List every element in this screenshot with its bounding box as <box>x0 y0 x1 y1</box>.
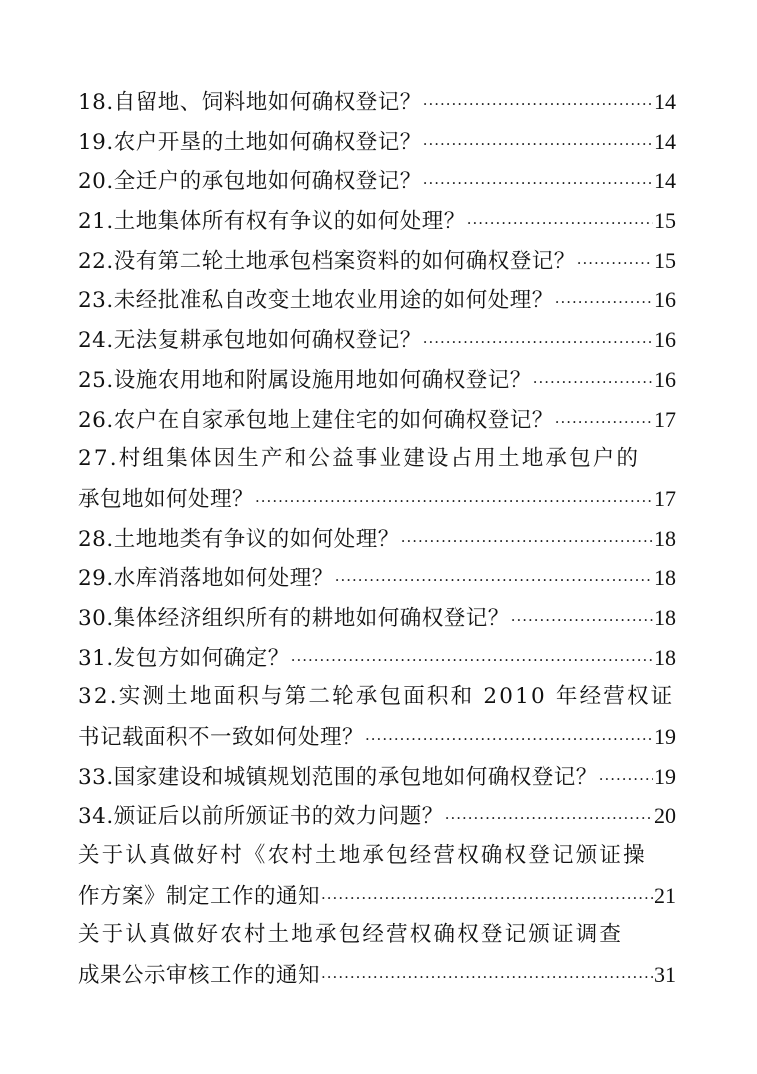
toc-entry-27-line-2[interactable] <box>78 479 676 519</box>
toc-page-number: 18 <box>654 525 676 551</box>
toc-page-number: 16 <box>654 327 676 353</box>
toc-entry-29[interactable] <box>78 558 676 598</box>
toc-entry-28[interactable] <box>78 519 676 559</box>
toc-page-number: 18 <box>654 604 676 630</box>
dot-leader <box>321 958 653 998</box>
toc-entry-title: 关于认真做好农村土地承包经营权确权登记颁证调查 <box>78 922 624 948</box>
toc-entry-title: 20.全迁户的承包地如何确权登记？ <box>78 169 422 195</box>
toc-entry-title-continued: 书记载面积不一致如何处理？ <box>78 725 365 750</box>
toc-page-number: 16 <box>654 287 676 313</box>
toc-entry-22[interactable] <box>78 241 676 281</box>
dot-leader <box>577 244 653 284</box>
dot-leader <box>255 482 653 522</box>
toc-entry-title-continued: 承包地如何处理？ <box>78 486 255 512</box>
toc-entry-title: 31.发包方如何确定？ <box>78 645 290 671</box>
toc-entry-title: 21.土地集体所有权有争议的如何处理？ <box>78 209 466 235</box>
toc-entry-notice-1-line-1[interactable] <box>78 836 676 876</box>
toc-entry-18[interactable] <box>78 82 676 122</box>
toc-page-number: 31 <box>654 962 676 988</box>
toc-page-number: 21 <box>654 882 676 908</box>
toc-entry-32-line-1[interactable] <box>78 677 676 717</box>
toc-entry-34[interactable] <box>78 796 676 836</box>
toc-entry-21[interactable] <box>78 201 676 241</box>
toc-entry-title: 27.村组集体因生产和公益事业建设占用土地承包户的 <box>78 446 641 472</box>
toc-page-number: 14 <box>654 128 676 154</box>
dot-leader <box>511 601 653 641</box>
toc-page-number: 19 <box>654 724 676 749</box>
toc-page-number: 20 <box>654 803 676 829</box>
dot-leader <box>445 799 653 839</box>
toc-page-number: 15 <box>654 208 676 234</box>
toc-entry-title: 30.集体经济组织所有的耕地如何确权登记？ <box>78 605 510 631</box>
dot-leader <box>599 760 653 800</box>
toc-entry-title: 关于认真做好村《农村土地承包经营权确权登记颁证操 <box>78 843 647 869</box>
toc-page-number: 17 <box>654 485 676 511</box>
toc-entry-20[interactable] <box>78 161 676 201</box>
toc-entry-19[interactable] <box>78 122 676 162</box>
dot-leader <box>555 283 653 323</box>
toc-entry-23[interactable] <box>78 280 676 320</box>
toc-page-number: 17 <box>654 406 676 432</box>
toc-entry-notice-1-line-2[interactable] <box>78 876 676 916</box>
toc-entry-title: 22.没有第二轮土地承包档案资料的如何确权登记？ <box>78 248 576 274</box>
toc-entry-title-continued: 成果公示审核工作的通知 <box>78 963 321 989</box>
dot-leader <box>533 363 653 403</box>
dot-leader <box>335 561 653 601</box>
toc-page-number: 14 <box>654 168 676 194</box>
toc-entry-title: 19.农户开垦的土地如何确权登记？ <box>78 129 422 155</box>
toc-page-number: 18 <box>654 565 676 591</box>
dot-leader <box>423 85 653 125</box>
toc-entry-title: 34.颁证后以前所颁证书的效力问题？ <box>78 804 444 830</box>
toc-entry-notice-2-line-1[interactable] <box>78 915 676 955</box>
toc-entry-title: 23.未经批准私自改变土地农业用途的如何处理？ <box>78 288 554 314</box>
toc-entry-title: 32.实测土地面积与第二轮承包面积和 2010 年经营权证 <box>78 684 675 710</box>
toc-page-number: 16 <box>654 366 676 392</box>
toc-entry-33[interactable] <box>78 757 676 797</box>
toc-entry-31[interactable] <box>78 638 676 678</box>
toc-page-number: 14 <box>654 89 676 114</box>
table-of-contents <box>78 82 676 995</box>
toc-entry-title: 24.无法复耕承包地如何确权登记？ <box>78 328 422 354</box>
toc-entry-notice-2-line-2[interactable] <box>78 955 676 995</box>
toc-entry-27-line-1[interactable] <box>78 439 676 479</box>
toc-entry-title: 28.土地地类有争议的如何处理？ <box>78 526 400 552</box>
toc-entry-title: 33.国家建设和城镇规划范围的承包地如何确权登记？ <box>78 764 598 790</box>
toc-entry-26[interactable] <box>78 400 676 440</box>
toc-page-number: 19 <box>654 763 676 789</box>
toc-entry-title: 26.农户在自家承包地上建住宅的如何确权登记？ <box>78 407 554 433</box>
toc-entry-title: 18.自留地、饲料地如何确权登记？ <box>78 90 422 115</box>
dot-leader <box>423 323 653 363</box>
dot-leader <box>401 522 653 562</box>
toc-entry-title: 25.设施农用地和附属设施用地如何确权登记？ <box>78 367 532 393</box>
dot-leader <box>423 125 653 165</box>
toc-entry-title: 29.水库消落地如何处理？ <box>78 566 334 592</box>
dot-leader <box>423 164 653 204</box>
dot-leader <box>555 403 653 443</box>
toc-page-number: 18 <box>654 644 676 670</box>
dot-leader <box>467 204 653 244</box>
dot-leader <box>321 879 653 919</box>
toc-entry-30[interactable] <box>78 598 676 638</box>
toc-entry-title-continued: 作方案》制定工作的通知 <box>78 883 321 909</box>
dot-leader <box>365 720 653 760</box>
toc-entry-25[interactable] <box>78 360 676 400</box>
toc-entry-32-line-2[interactable] <box>78 717 676 757</box>
toc-page-number: 15 <box>654 247 676 273</box>
toc-entry-24[interactable] <box>78 320 676 360</box>
dot-leader <box>291 641 653 681</box>
